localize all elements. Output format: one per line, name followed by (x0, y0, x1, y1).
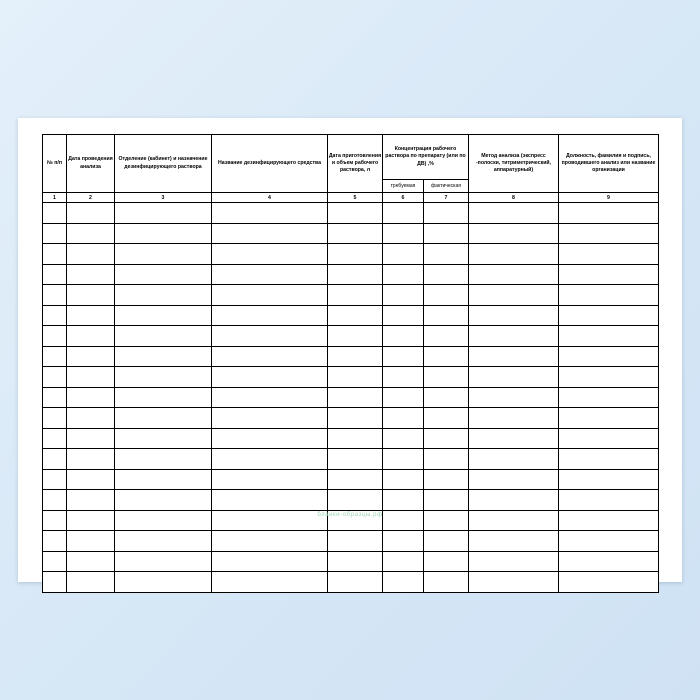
table-row (43, 469, 659, 490)
table-cell[interactable] (469, 285, 559, 306)
table-cell[interactable] (212, 469, 328, 490)
table-cell[interactable] (424, 531, 469, 552)
table-cell[interactable] (212, 367, 328, 388)
table-cell[interactable] (43, 408, 67, 429)
table-cell[interactable] (559, 469, 659, 490)
table-cell[interactable] (115, 285, 212, 306)
table-row (43, 223, 659, 244)
table-row (43, 428, 659, 449)
table-body (43, 203, 659, 593)
table-cell[interactable] (212, 244, 328, 265)
table-cell[interactable] (67, 531, 115, 552)
table-cell[interactable] (212, 305, 328, 326)
table-cell[interactable] (43, 264, 67, 285)
table-cell[interactable] (383, 326, 424, 347)
table-cell[interactable] (212, 449, 328, 470)
table-cell[interactable] (328, 551, 383, 572)
table-cell[interactable] (328, 449, 383, 470)
col-header-4: Название дезинфицирующего средства (212, 135, 328, 193)
table-cell[interactable] (469, 305, 559, 326)
table-row (43, 572, 659, 593)
table-cell[interactable] (328, 326, 383, 347)
table-cell[interactable] (424, 387, 469, 408)
table-cell[interactable] (469, 367, 559, 388)
table-cell[interactable] (469, 408, 559, 429)
table-cell[interactable] (115, 510, 212, 531)
table-cell[interactable] (383, 490, 424, 511)
table-cell[interactable] (424, 346, 469, 367)
col-header-9: Должность, фамилия и подпись, проводившего анализ или название организации (559, 135, 659, 193)
table-cell[interactable] (383, 367, 424, 388)
table-cell[interactable] (383, 510, 424, 531)
table-cell[interactable] (328, 469, 383, 490)
table-cell[interactable] (67, 387, 115, 408)
table-cell[interactable] (559, 285, 659, 306)
table-cell[interactable] (67, 510, 115, 531)
table-cell[interactable] (212, 428, 328, 449)
table-row (43, 408, 659, 429)
table-cell[interactable] (212, 203, 328, 224)
table-cell[interactable] (559, 428, 659, 449)
table-row (43, 449, 659, 470)
table-cell[interactable] (212, 387, 328, 408)
table-cell[interactable] (212, 510, 328, 531)
table-cell[interactable] (328, 244, 383, 265)
table-cell[interactable] (115, 367, 212, 388)
table-cell[interactable] (328, 346, 383, 367)
col-number-8: 8 (469, 193, 559, 203)
table-cell[interactable] (67, 449, 115, 470)
table-cell[interactable] (383, 223, 424, 244)
table-cell[interactable] (469, 510, 559, 531)
table-cell[interactable] (559, 346, 659, 367)
table-cell[interactable] (328, 367, 383, 388)
table-cell[interactable] (115, 223, 212, 244)
table-cell[interactable] (328, 531, 383, 552)
table-cell[interactable] (67, 367, 115, 388)
table-cell[interactable] (559, 264, 659, 285)
table-cell[interactable] (559, 510, 659, 531)
table-cell[interactable] (383, 387, 424, 408)
table-row (43, 346, 659, 367)
table-row (43, 490, 659, 511)
table-cell[interactable] (559, 244, 659, 265)
table-row (43, 244, 659, 265)
table-cell[interactable] (67, 203, 115, 224)
table-cell[interactable] (559, 367, 659, 388)
table-cell[interactable] (67, 264, 115, 285)
table-cell[interactable] (424, 223, 469, 244)
table-cell[interactable] (43, 551, 67, 572)
table-cell[interactable] (469, 551, 559, 572)
table-cell[interactable] (383, 449, 424, 470)
table-cell[interactable] (424, 264, 469, 285)
table-cell[interactable] (383, 203, 424, 224)
table-cell[interactable] (115, 572, 212, 593)
table-cell[interactable] (328, 223, 383, 244)
table-cell[interactable] (115, 428, 212, 449)
table-cell[interactable] (424, 572, 469, 593)
table-cell[interactable] (328, 305, 383, 326)
table-cell[interactable] (67, 469, 115, 490)
table-cell[interactable] (67, 408, 115, 429)
table-cell[interactable] (469, 572, 559, 593)
table-cell[interactable] (67, 572, 115, 593)
table-cell[interactable] (328, 408, 383, 429)
column-number-row (43, 193, 659, 203)
table-cell[interactable] (559, 490, 659, 511)
table-cell[interactable] (328, 428, 383, 449)
table-cell[interactable] (559, 408, 659, 429)
table-cell[interactable] (43, 203, 67, 224)
col-number-5: 5 (328, 193, 383, 203)
table-cell[interactable] (559, 531, 659, 552)
table-cell[interactable] (424, 203, 469, 224)
table-cell[interactable] (424, 305, 469, 326)
table-cell[interactable] (469, 244, 559, 265)
table-cell[interactable] (383, 428, 424, 449)
table-cell[interactable] (383, 244, 424, 265)
table-cell[interactable] (115, 531, 212, 552)
table-cell[interactable] (383, 469, 424, 490)
table-cell[interactable] (469, 449, 559, 470)
table-cell[interactable] (115, 490, 212, 511)
table-cell[interactable] (383, 305, 424, 326)
col-header-8: Метод анализа (экспресс -полоски, титриметрический, аппаратурный) (469, 135, 559, 193)
table-cell[interactable] (469, 387, 559, 408)
col-header-1: № п/п (43, 135, 67, 193)
table-cell[interactable] (67, 223, 115, 244)
table-cell[interactable] (328, 203, 383, 224)
col-header-group-concentration: Концентрация рабочего раствора по препарату (или по ДВ) ,% (383, 135, 469, 180)
table-cell[interactable] (212, 285, 328, 306)
table-cell[interactable] (424, 551, 469, 572)
table-cell[interactable] (383, 346, 424, 367)
table-cell[interactable] (424, 408, 469, 429)
table-cell[interactable] (469, 264, 559, 285)
table-cell[interactable] (43, 244, 67, 265)
table-cell[interactable] (67, 490, 115, 511)
table-cell[interactable] (383, 264, 424, 285)
table-row (43, 326, 659, 347)
table-row (43, 387, 659, 408)
table-cell[interactable] (328, 264, 383, 285)
table-cell[interactable] (424, 449, 469, 470)
table-cell[interactable] (67, 551, 115, 572)
table-cell[interactable] (43, 449, 67, 470)
table-row (43, 264, 659, 285)
col-header-2: Дата проведения анализа (67, 135, 115, 193)
watermark: блaнки-образцы.рф (317, 512, 383, 518)
table-cell[interactable] (43, 326, 67, 347)
table-cell[interactable] (469, 490, 559, 511)
table-cell[interactable] (67, 244, 115, 265)
document-sheet (18, 118, 682, 582)
header-row-main (43, 135, 659, 180)
col-number-2: 2 (67, 193, 115, 203)
journal-table (42, 134, 659, 593)
table-cell[interactable] (43, 305, 67, 326)
table-cell[interactable] (43, 223, 67, 244)
table-cell[interactable] (43, 285, 67, 306)
table-cell[interactable] (115, 264, 212, 285)
table-cell[interactable] (115, 469, 212, 490)
table-cell[interactable] (43, 469, 67, 490)
table-row (43, 203, 659, 224)
table-cell[interactable] (212, 531, 328, 552)
table-cell[interactable] (383, 551, 424, 572)
table-cell[interactable] (424, 469, 469, 490)
col-number-3: 3 (115, 193, 212, 203)
table-cell[interactable] (559, 572, 659, 593)
table-cell[interactable] (559, 305, 659, 326)
table-cell[interactable] (328, 285, 383, 306)
table-cell[interactable] (115, 326, 212, 347)
table-cell[interactable] (469, 346, 559, 367)
table-cell[interactable] (115, 551, 212, 572)
table-cell[interactable] (424, 285, 469, 306)
table-cell[interactable] (383, 572, 424, 593)
col-number-6: 6 (383, 193, 424, 203)
table-cell[interactable] (43, 428, 67, 449)
col-number-1: 1 (43, 193, 67, 203)
table-cell[interactable] (469, 469, 559, 490)
table-cell[interactable] (115, 449, 212, 470)
table-cell[interactable] (559, 387, 659, 408)
table-cell[interactable] (424, 510, 469, 531)
table-cell[interactable] (469, 326, 559, 347)
table-cell[interactable] (115, 305, 212, 326)
table-cell[interactable] (212, 223, 328, 244)
table-cell[interactable] (328, 490, 383, 511)
table-cell[interactable] (115, 203, 212, 224)
col-header-7-sub: фактическая (424, 180, 469, 193)
table-header (43, 135, 659, 203)
journal-table-container (42, 134, 658, 593)
table-cell[interactable] (212, 551, 328, 572)
table-cell[interactable] (559, 223, 659, 244)
table-cell[interactable] (43, 531, 67, 552)
table-cell[interactable] (424, 428, 469, 449)
table-cell[interactable] (212, 408, 328, 429)
table-cell[interactable] (424, 490, 469, 511)
col-header-3: Отделение (кабинет) и назначение дезинфицирующего раствора (115, 135, 212, 193)
table-cell[interactable] (559, 449, 659, 470)
table-cell[interactable] (559, 203, 659, 224)
table-row (43, 551, 659, 572)
table-cell[interactable] (43, 367, 67, 388)
table-cell[interactable] (67, 428, 115, 449)
table-cell[interactable] (424, 367, 469, 388)
table-cell[interactable] (383, 285, 424, 306)
col-number-7: 7 (424, 193, 469, 203)
table-cell[interactable] (469, 203, 559, 224)
table-cell[interactable] (212, 490, 328, 511)
table-cell[interactable] (424, 244, 469, 265)
table-cell[interactable] (43, 572, 67, 593)
col-header-6-sub: требуемая (383, 180, 424, 193)
table-row (43, 531, 659, 552)
col-header-5: Дата приготовления и объем рабочего раствора, л (328, 135, 383, 193)
table-cell[interactable] (328, 572, 383, 593)
table-cell[interactable] (328, 387, 383, 408)
table-cell[interactable] (67, 346, 115, 367)
table-cell[interactable] (212, 264, 328, 285)
table-cell[interactable] (67, 326, 115, 347)
table-cell[interactable] (559, 326, 659, 347)
table-row (43, 510, 659, 531)
table-cell[interactable] (212, 326, 328, 347)
col-number-9: 9 (559, 193, 659, 203)
table-cell[interactable] (43, 510, 67, 531)
table-cell[interactable] (43, 387, 67, 408)
table-row (43, 285, 659, 306)
table-cell[interactable] (469, 428, 559, 449)
table-cell[interactable] (559, 551, 659, 572)
table-cell[interactable] (115, 346, 212, 367)
table-cell[interactable] (469, 531, 559, 552)
table-cell[interactable] (115, 244, 212, 265)
table-cell[interactable] (212, 572, 328, 593)
table-cell[interactable] (43, 490, 67, 511)
table-cell[interactable] (383, 408, 424, 429)
table-cell[interactable] (424, 326, 469, 347)
table-cell[interactable] (469, 223, 559, 244)
table-cell[interactable] (67, 285, 115, 306)
table-cell[interactable] (115, 387, 212, 408)
table-cell[interactable] (43, 346, 67, 367)
table-cell[interactable] (212, 346, 328, 367)
table-cell[interactable] (67, 305, 115, 326)
col-number-4: 4 (212, 193, 328, 203)
table-cell[interactable] (328, 510, 383, 531)
table-cell[interactable] (383, 531, 424, 552)
table-cell[interactable] (115, 408, 212, 429)
table-row (43, 367, 659, 388)
table-row (43, 305, 659, 326)
